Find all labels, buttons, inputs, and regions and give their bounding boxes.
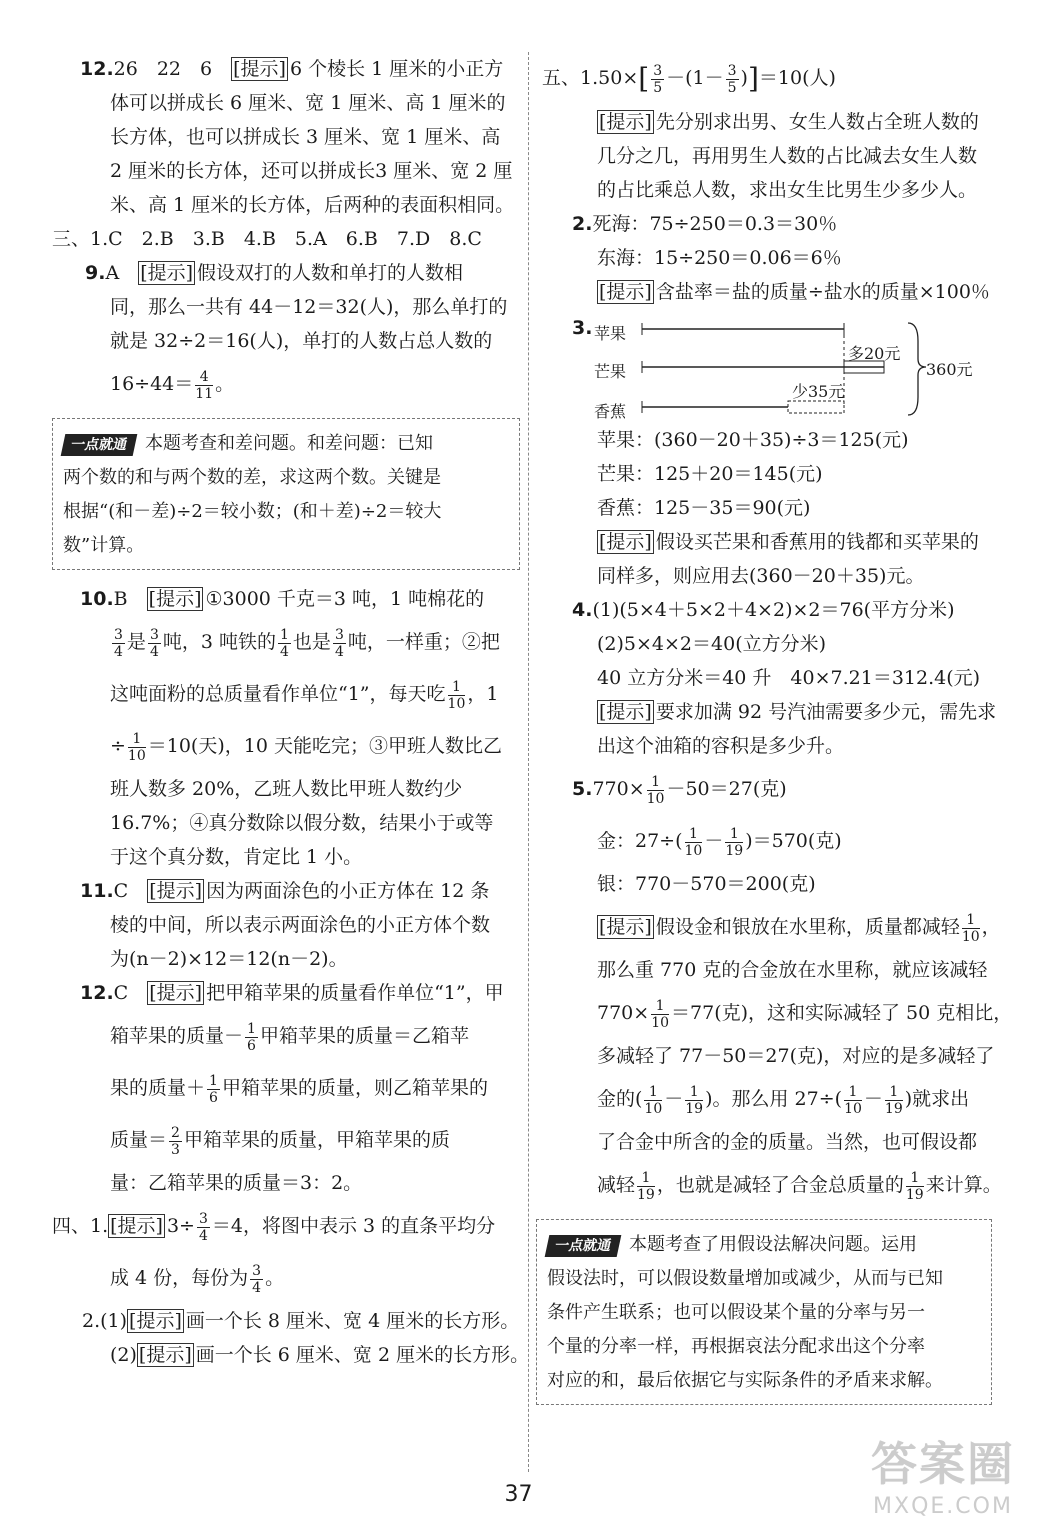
si-q2-line1: 2.(1) [提示] 画一个长 8 厘米、宽 4 厘米的长方形。 [82,1310,520,1332]
q2-line1: 2.死海：75÷250＝0.3＝30％ [572,213,838,235]
column-divider [528,52,529,1472]
label-mango: 芒果 [594,362,627,381]
label-apple: 苹果 [594,324,627,343]
label-less: 少35元 [792,382,845,401]
q9-line3: 就是 32÷2＝16(人)，单打的人数占总人数的 [110,330,493,352]
q11-line3: 为(n－2)×12＝12(n－2)。 [110,948,348,970]
q5-hint7: 减轻 $\frac{1}{19}$ ，也就是减轻了合金总质量的 $\frac{1}{19}$ 来计算。 [597,1169,1002,1203]
watermark-logo: 答案圈 MXQE.COM [871,1437,1015,1519]
q10-line5: 班人数多 20%，乙班人数比甲班人数约少 [110,778,463,800]
wu-q1-equation: 五、1.50×[ $\frac{3}{5}$ －(1－ $\frac{3}{5}$ )]＝10(人) [542,62,836,96]
wu-q1-hint3: 的占比乘总人数，求出女生比男生少多少人。 [597,179,978,201]
q10-line6: 16.7%；④真分数除以假分数，结果小于或等 [110,812,494,834]
q10-line1: 10.B [提示] ①3000 千克＝3 吨，1 吨棉花的 [80,588,485,610]
q5-line3: 银：770－570＝200(克) [597,873,816,895]
q2-line2: 东海：15÷250＝0.06＝6％ [597,247,842,269]
tip-tag: 一点就通 [61,434,138,456]
tip-tag: 一点就通 [545,1235,622,1257]
q5-hint1: [提示] 假设金和银放在水里称，质量都减轻 $\frac{1}{10}$ ， [599,911,1001,945]
q3-hint2: 同样多，则应用去(360－20＋35)元。 [597,565,925,587]
q5-hint2: 那么重 770 克的合金放在水里称，就应该减轻 [597,959,988,981]
q12c-line1: 12.C [提示] 把甲箱苹果的质量看作单位“1”，甲 [80,982,504,1004]
section-san-heading: 三、1.C 2.B 3.B 4.B 5.A 6.B 7.D 8.C [52,228,482,250]
q5-hint3: 770× $\frac{1}{10}$ ＝77(克)，这和实际减轻了 50 克相比， [597,997,1013,1031]
q4-hint1: [提示] 要求加满 92 号汽油需要多少元，需先求 [599,701,997,723]
si-q1-line1: 四、1. [提示] 3÷ $\frac{3}{4}$ ＝4，将图中表示 3 的直条平均分 [52,1210,496,1244]
q3-line1: 苹果：(360－20＋35)÷3＝125(元) [597,429,909,451]
q3-line2: 芒果：125＋20＝145(元) [597,463,823,485]
q12-line5: 米、高 1 厘米的长方体，后两种的表面积相同。 [110,194,515,216]
q12c-line3: 果的质量＋ $\frac{1}{6}$ 甲箱苹果的质量，则乙箱苹果的 [110,1072,488,1106]
q4-line3: 40 立方分米＝40 升 40×7.21＝312.4(元) [597,667,981,689]
q10-line2: $\frac{3}{4}$ 是 $\frac{3}{4}$ 吨，3 吨铁的 $\frac{1}{4}$ 也是 $\frac{3}{4}$ 吨，一样重；②把 [114,626,500,660]
wu-q1-hint2: 几分之几，再用男生人数的占比减去女生人数 [597,145,978,167]
wu-q1-hint1: [提示] 先分别求出男、女生人数占全班人数的 [599,111,979,133]
q4-line1: 4.(1)(5×4＋5×2＋4×2)×2＝76(平方分米) [572,599,955,621]
q12-line1: 12.26 22 6 [提示] 6 个棱长 1 厘米的小正方 [80,58,504,80]
q5-hint4: 多减轻了 77－50＝27(克)，对应的是多减轻了 [597,1045,995,1067]
q2-hint: [提示] 含盐率＝盐的质量÷盐水的质量×100％ [599,281,990,303]
tip-box-2: 一点就通 本题考查了用假设法解决问题。运用 假设法时，可以假设数量增加或减少，从而与已知 条件产生联系；也可以假设某个量的分率与另一 个量的分率一样，再根据哀法分配求出这个分率 对应的和，最后依据它与实际条件的矛盾来求解。 [536,1219,992,1405]
q11-line2: 棱的中间，所以表示两面涂色的小正方体个数 [110,914,491,936]
q12c-line2: 箱苹果的质量－ $\frac{1}{6}$ 甲箱苹果的质量＝乙箱苹 [110,1020,469,1054]
q5-line2: 金：27÷( $\frac{1}{10}$ － $\frac{1}{19}$ )＝570(克) [597,825,842,859]
q12c-line4: 质量＝ $\frac{2}{3}$ 甲箱苹果的质量，甲箱苹果的质 [110,1124,450,1158]
q11-line1: 11.C [提示] 因为两面涂色的小正方体在 12 条 [80,880,490,902]
left-column [52,52,530,1372]
q5-hint6: 了合金中所含的金的质量。当然，也可假设都 [597,1131,978,1153]
q10-line7: 于这个真分数，肯定比 1 小。 [110,846,363,868]
q9-line1: 9.A [提示] 假设双打的人数和单打的人数相 [85,262,464,284]
fraction: $\frac{4}{11}$ [195,368,214,402]
q10-line3: 这吨面粉的总质量看作单位“1”，每天吃 $\frac{1}{10}$ ，1 [110,678,499,712]
q3-line3: 香蕉：125－35＝90(元) [597,497,811,519]
fruit-line-diagram: 3. 苹果 芒果 香蕉 多20元 少35元 360元 [542,311,992,419]
q9-line2: 同，那么一共有 44－12＝32(人)，那么单打的 [110,296,508,318]
q12-line3: 长方体，也可以拼成长 3 厘米、宽 1 厘米、高 [110,126,501,148]
q9-line4: 16÷44＝ $\frac{4}{11}$ 。 [110,368,235,402]
q5-hint5: 金的( $\frac{1}{10}$ － $\frac{1}{19}$ )。那么用 27÷( $\frac{1}{10}$ － $\frac{1}{19}$ )就求出 [597,1083,970,1117]
label-more: 多20元 [848,344,901,363]
q5-line1: 5.770× $\frac{1}{10}$ －50＝27(克) [572,773,787,807]
q10-line4: ÷ $\frac{1}{10}$ ＝10(天)，10 天能吃完；③甲班人数比乙 [110,730,502,764]
label-banana: 香蕉 [594,402,627,421]
label-total: 360元 [926,360,973,379]
si-q2-line2: (2) [提示] 画一个长 6 厘米、宽 2 厘米的长方形。 [110,1344,530,1366]
si-q1-line2: 成 4 份，每份为 $\frac{3}{4}$ 。 [110,1262,285,1296]
q4-hint2: 出这个油箱的容积是多少升。 [597,735,845,757]
q12-line4: 2 厘米的长方体，还可以拼成长3 厘米、宽 2 厘 [110,160,513,182]
q4-line2: (2)5×4×2＝40(立方分米) [597,633,827,655]
tip-box-1: 一点就通 本题考查和差问题。和差问题：已知 两个数的和与两个数的差，求这两个数。关键是 根据“(和－差)÷2＝较小数；(和＋差)÷2＝较大 数”计算。 [52,418,520,570]
right-column [542,52,1013,1417]
q12-line2: 体可以拼成长 6 厘米、宽 1 厘米、高 1 厘米的 [110,92,506,114]
page-number: 37 [504,1482,533,1507]
q12c-line5: 量：乙箱苹果的质量＝3：2。 [110,1172,363,1194]
q3-hint1: [提示] 假设买芒果和香蕉用的钱都和买苹果的 [599,531,979,553]
diagram-lines [542,311,992,419]
